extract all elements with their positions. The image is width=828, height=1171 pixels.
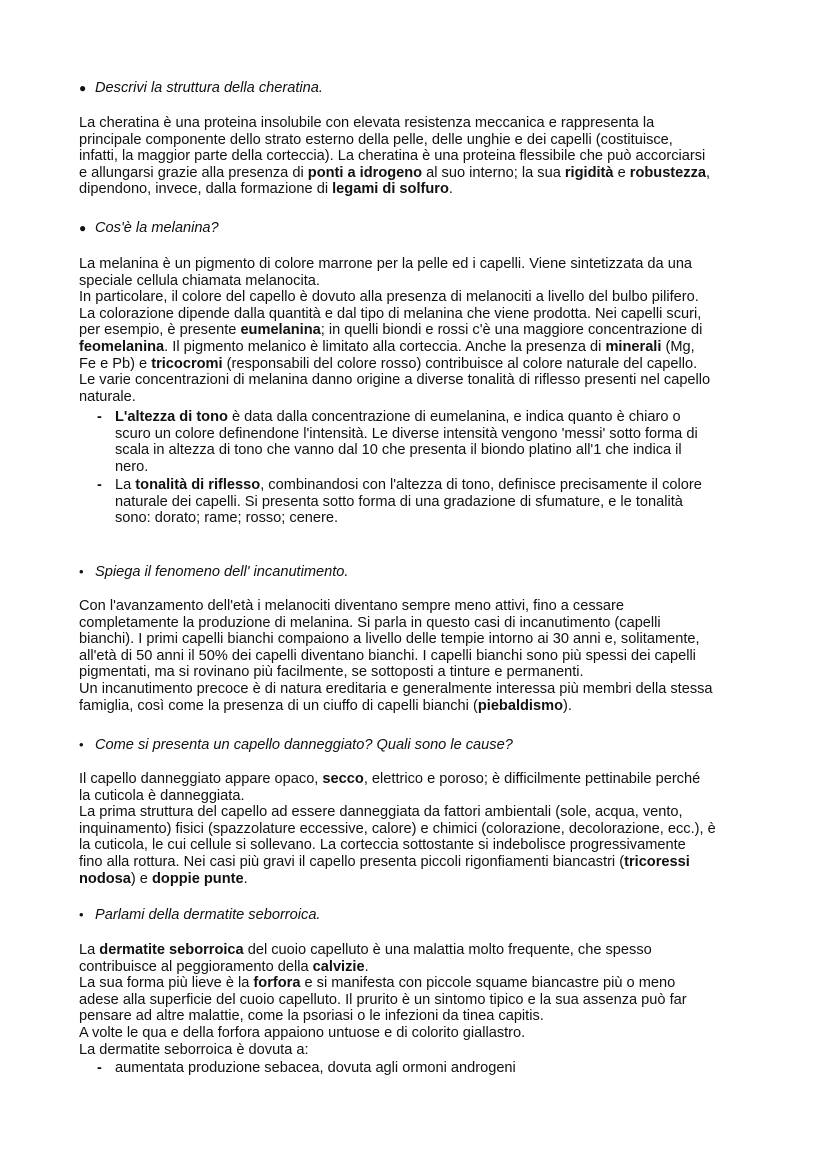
text-run: . [448,181,453,198]
text-run: naturale dei capelli. Si presenta sotto forma di una gradazione di sfumature, e le tonalità [115,493,683,510]
bold-term: tricoressi [624,853,690,870]
text-run: inquinamento) fisici (spazzolature eccessive, calore) e chimici (colorazione, decolorazione, ecc.), è [79,820,716,837]
text-line [79,1025,759,1042]
text-line [115,409,747,426]
bold-term: calvizie [312,958,365,975]
text-run: principale componente dello strato esterno della pelle, delle unghie e dei capelli (costituisce, [79,131,673,148]
bold-term: nodosa [79,870,131,887]
answer-paragraph [79,598,759,714]
text-run: la cuticola, le cui cellule si sollevano. La corteccia sottostante si indebolisce progressivamente [79,837,686,854]
text-run: . [364,958,369,975]
answer-paragraph [79,942,759,1058]
text-run: aumentata produzione sebacea, dovuta agli ormoni androgeni [115,1060,516,1076]
text-run: Le varie concentrazioni di melanina danno origine a diverse tonalità di riflesso presenti nel capello [79,372,711,389]
text-run: Il capello danneggiato appare opaco, [79,771,323,787]
dash-list-item [97,477,747,527]
text-run: bianchi). I primi capelli bianchi compaiono a livello delle tempie intorno ai 30 anni e, solitamente, [79,631,700,648]
text-line [79,615,759,632]
text-line [79,959,759,976]
text-run: del cuoio capelluto è una malattia molto frequente, che spesso [243,942,652,958]
text-run: , combinandosi con l'altezza di tono, definisce precisamente il colore [260,477,702,493]
text-line [79,165,759,182]
question-heading [79,564,348,581]
text-line [79,648,759,665]
question-heading [79,80,323,97]
text-run: La prima struttura del capello ad essere danneggiata da fattori ambientali (sole, acqua, vento, [79,804,683,821]
text-line [79,356,759,373]
bold-term: doppie punte [151,870,244,887]
text-run: La [115,477,136,493]
text-line [79,256,759,273]
question-heading [79,220,219,237]
text-line [79,132,759,149]
dash-item-text [115,477,747,527]
text-line [115,494,747,511]
text-run: naturale. [79,388,136,405]
text-line [79,289,759,306]
bullet-icon: ● [79,221,87,235]
text-line [79,681,759,698]
text-line [79,389,759,406]
bold-term: legami di solfuro [332,181,449,198]
text-run: La cheratina è una proteina insolubile con elevata resistenza meccanica e rappresenta la [79,115,655,131]
text-line [79,854,759,871]
text-run: famiglia, così come la presenza di un ciuffo di capelli bianchi ( [79,697,478,714]
text-run: (Mg, [661,338,695,355]
text-line [79,273,759,290]
text-run: A volte le qua e della forfora appaiono untuose e di colorito giallastro. [79,1024,526,1041]
text-run: In particolare, il colore del capello è dovuto alla presenza di melanociti a livello del bulbo pilifero. [79,289,699,306]
dash-list-item [97,409,747,475]
text-run: per esempio, è presente [79,322,241,339]
text-line [115,426,747,443]
text-run: . [243,870,248,887]
bold-term: secco [322,771,364,787]
bold-term: tonalità di riflesso [135,477,261,493]
dash-icon: - [97,409,102,425]
question-text: Come si presenta un capello danneggiato? Quali sono le cause? [95,737,513,753]
text-line [79,306,759,323]
text-line [79,771,759,788]
text-line [79,821,759,838]
text-run: scala in altezza di tono che vanno dal 10 che presenta il biondo platino all'1 che indica il [115,442,682,459]
question-text: Cos'è la melanina? [95,220,219,236]
bold-term: eumelanina [240,322,321,339]
dash-icon: - [97,1060,102,1076]
question-text: Spiega il fenomeno dell' incanutimento. [95,564,349,580]
bold-term: forfora [253,975,301,992]
text-line [79,598,759,615]
dash-item-text [115,1060,747,1077]
text-line [79,322,759,339]
text-line [79,339,759,356]
text-run: Un incanutimento precoce è di natura ereditaria e generalmente interessa più membri della stessa [79,680,713,697]
text-run: , [706,164,711,181]
question-text: Parlami della dermatite seborroica. [95,907,321,923]
bold-term: rigidità [564,164,614,181]
dash-icon: - [97,477,102,493]
text-line [79,788,759,805]
text-run: dipendono, invece, dalla formazione di [79,181,333,198]
question-text: Descrivi la struttura della cheratina. [95,80,323,96]
dash-list-item [97,1060,747,1077]
text-line [79,975,759,992]
text-run: al suo interno; la sua [422,164,565,181]
text-run: è data dalla concentrazione di eumelanina, e indica quanto è chiaro o [227,409,681,425]
text-run: ). [563,697,572,714]
text-line [79,181,759,198]
text-run: La sua forma più lieve è la [79,975,254,992]
text-line [79,1008,759,1025]
text-run: contribuisce al peggioramento della [79,958,313,975]
text-line [79,372,759,389]
text-run: pigmentati, ma si rovinano più facilmente, se sottoposti a tinture e permanenti. [79,664,584,681]
text-run: (responsabili del colore rosso) contribuisce al colore naturale del capello. [222,355,698,372]
text-run: ) e [130,870,152,887]
text-line [79,148,759,165]
text-run: , elettrico e poroso; è difficilmente pettinabile perché [363,771,701,787]
bullet-icon: • [79,737,84,752]
text-line [79,698,759,715]
text-run: speciale cellula chiamata melanocita. [79,272,320,289]
text-line [115,442,747,459]
bold-term: piebaldismo [477,697,563,714]
text-run: La dermatite seborroica è dovuta a: [79,1041,309,1058]
text-line [115,1060,747,1077]
text-run: La colorazione dipende dalla quantità e dal tipo di melanina che viene prodotta. Nei capelli scuri, [79,305,702,322]
text-run: infatti, la maggior parte della corteccia). La cheratina è una proteina flessibile che può accorciarsi [79,148,706,165]
text-run: ; in quelli biondi e rossi c'è una maggiore concentrazione di [320,322,703,339]
text-run: e si manifesta con piccole squame biancastre più o meno [300,975,676,992]
text-line [115,510,747,527]
text-run: la cuticola è danneggiata. [79,787,245,804]
text-run: La [79,942,100,958]
text-line [79,1042,759,1059]
text-run: . Il pigmento melanico è limitato alla corteccia. Anche la presenza di [164,338,606,355]
text-run: La melanina è un pigmento di colore marrone per la pelle ed i capelli. Viene sintetizzata da una [79,256,693,272]
question-heading [79,737,513,754]
text-run: all'età di 50 anni il 50% dei capelli diventano bianchi. I capelli bianchi sono più spessi dei capelli [79,647,696,664]
bold-term: dermatite seborroica [99,942,244,958]
text-line [79,871,759,888]
text-line [79,115,759,132]
text-run: pensare ad altre malattie, come la psoriasi o le infezioni da tinea capitis. [79,1008,544,1025]
bold-term: minerali [605,338,662,355]
text-line [115,459,747,476]
answer-paragraph [79,771,759,887]
bullet-icon: • [79,907,84,922]
text-line [115,477,747,494]
text-line [79,631,759,648]
bold-term: feomelanina [79,338,165,355]
question-heading [79,907,321,924]
bold-term: tricocromi [151,355,223,372]
text-run: fino alla rottura. Nei casi più gravi il capello presenta piccoli rigonfiamenti biancastri ( [79,853,625,870]
text-run: e [613,164,630,181]
dash-item-text [115,409,747,475]
text-run: Fe e Pb) e [79,355,152,372]
bold-term: ponti a idrogeno [307,164,423,181]
text-line [79,837,759,854]
answer-paragraph [79,256,759,405]
text-line [79,942,759,959]
bold-term: L'altezza di tono [115,409,228,425]
text-run: Con l'avanzamento dell'età i melanociti diventano sempre meno attivi, fino a cessare [79,598,625,614]
bullet-icon: • [79,564,84,579]
text-run: scuro un colore definendone l'intensità. Le diverse intensità vengono 'messi' sotto forma di [115,425,698,442]
answer-paragraph [79,115,759,198]
text-run: sono: dorato; rame; rosso; cenere. [115,510,339,527]
text-run: nero. [115,458,149,475]
text-line [79,664,759,681]
text-line [79,992,759,1009]
text-run: e allungarsi grazie alla presenza di [79,164,308,181]
text-run: adese alla superficie del cuoio capelluto. Il prurito è un sintomo tipico e la sua assenza può far [79,991,687,1008]
bullet-icon: ● [79,81,87,95]
text-line [79,804,759,821]
text-run: completamente la produzione di melanina. Si parla in questo casi di incanutimento (capelli [79,614,661,631]
bold-term: robustezza [629,164,706,181]
